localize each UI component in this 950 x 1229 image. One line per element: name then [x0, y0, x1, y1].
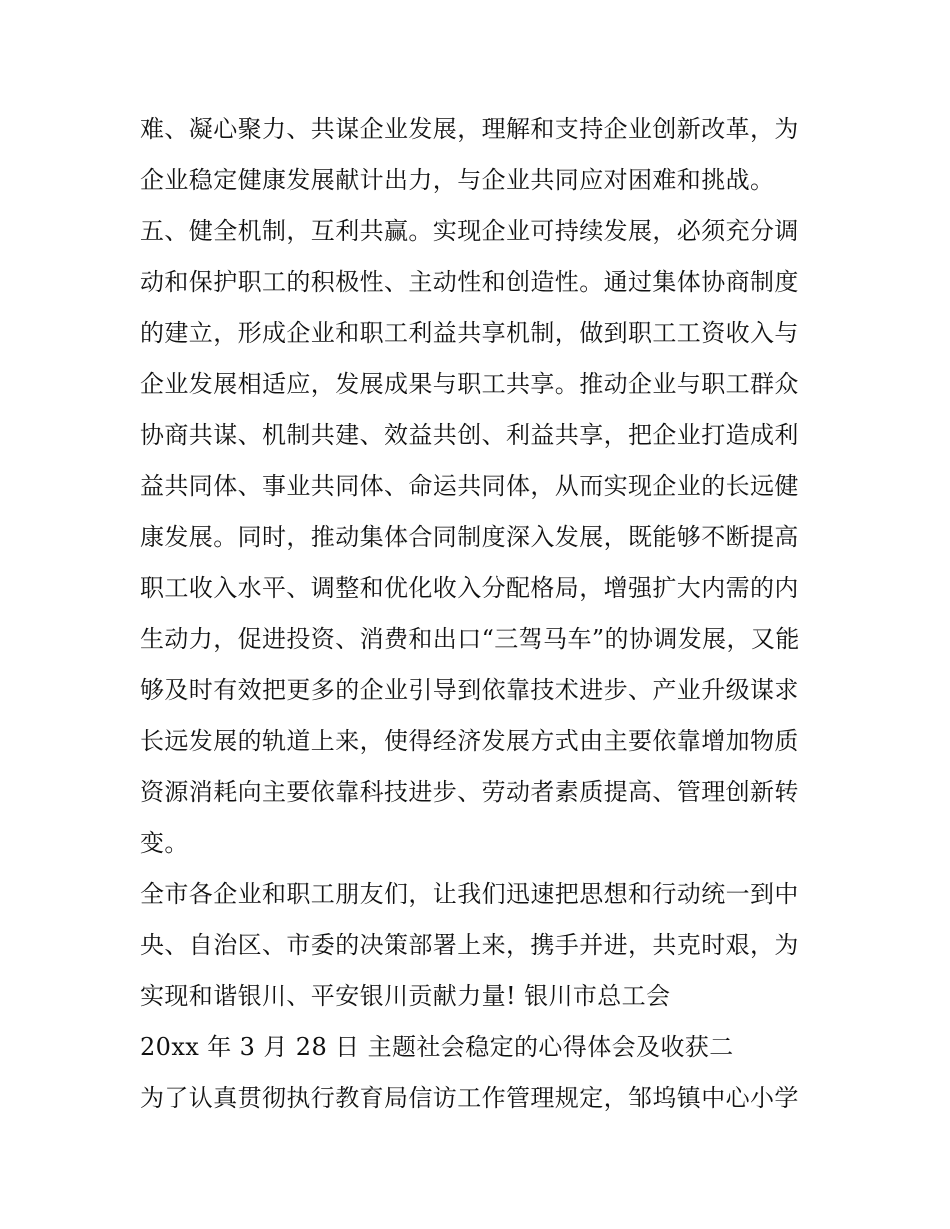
text-line: 的建立，形成企业和职工利益共享机制，做到职工工资收入与 [140, 319, 799, 347]
text-line: 为了认真贯彻执行教育局信访工作管理规定，邹坞镇中心小学 [140, 1084, 799, 1112]
text-line: 20xx 年 3 月 28 日 主题社会稳定的心得体会及收获二 [140, 1033, 734, 1061]
text-line: 资源消耗向主要依靠科技进步、劳动者素质提高、管理创新转 [140, 778, 799, 806]
text-line: 够及时有效把更多的企业引导到依靠技术进步、产业升级谋求 [140, 676, 799, 704]
text-line: 职工收入水平、调整和优化收入分配格局，增强扩大内需的内 [140, 574, 799, 602]
text-line: 动和保护职工的积极性、主动性和创造性。通过集体协商制度 [140, 268, 799, 296]
text-line: 五、健全机制，互利共赢。实现企业可持续发展，必须充分调 [140, 217, 799, 245]
document-body [140, 104, 820, 1124]
text-line: 康发展。同时，推动集体合同制度深入发展，既能够不断提高 [140, 523, 799, 551]
text-line: 生动力，促进投资、消费和出口“三驾马车”的协调发展，又能 [140, 625, 800, 653]
text-line: 央、自治区、市委的决策部署上来，携手并进，共克时艰，为 [140, 931, 799, 959]
text-line: 难、凝心聚力、共谋企业发展，理解和支持企业创新改革，为 [140, 115, 799, 143]
text-line: 变。 [140, 829, 189, 857]
text-line: 长远发展的轨道上来，使得经济发展方式由主要依靠增加物质 [140, 727, 799, 755]
text-line: 企业发展相适应，发展成果与职工共享。推动企业与职工群众 [140, 370, 799, 398]
text-line: 实现和谐银川、平安银川贡献力量! 银川市总工会 [140, 982, 671, 1010]
text-line: 益共同体、事业共同体、命运共同体，从而实现企业的长远健 [140, 472, 799, 500]
text-line: 企业稳定健康发展献计出力，与企业共同应对困难和挑战。 [140, 166, 775, 194]
text-line: 协商共谋、机制共建、效益共创、利益共享，把企业打造成利 [140, 421, 799, 449]
text-line: 全市各企业和职工朋友们，让我们迅速把思想和行动统一到中 [140, 880, 799, 908]
